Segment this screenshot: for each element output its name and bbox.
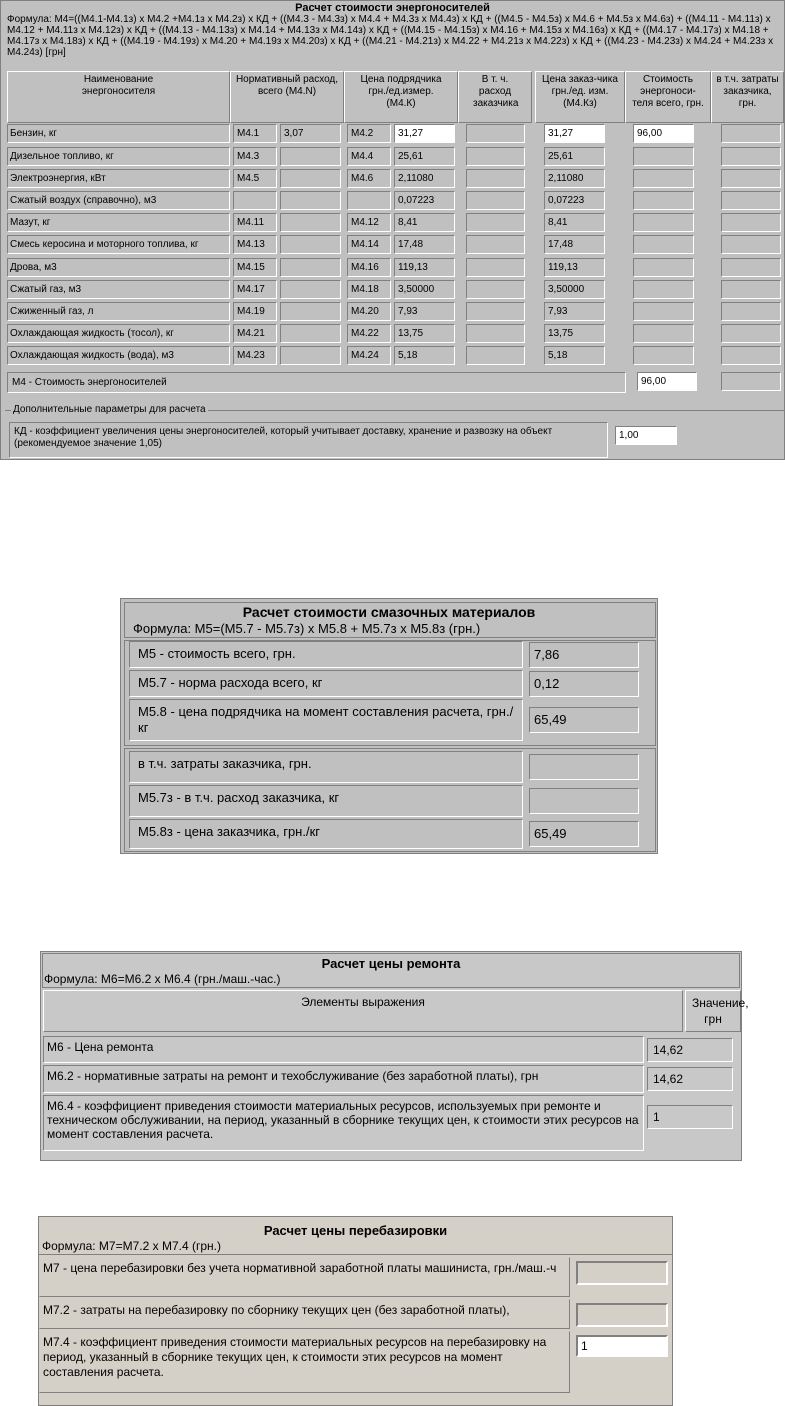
customer-consumption-input[interactable] <box>466 124 525 143</box>
customer-consumption-input[interactable] <box>466 324 525 343</box>
relocation-formula: Формула: М7=М7.2 х М7.4 (грн.) <box>42 1239 221 1253</box>
energy-row-name: Дрова, м3 <box>7 258 230 277</box>
price-code: М4.18 <box>347 280 391 299</box>
energy-row-name: Смесь керосина и моторного топлива, кг <box>7 235 230 254</box>
header-incl: В т. ч. расход заказчика <box>458 71 532 123</box>
relocation-title: Расчет цены перебазировки <box>263 1223 448 1238</box>
customer-consumption-input[interactable] <box>466 169 525 188</box>
lube-row-label: М5.8 - цена подрядчика на момент составления расчета, грн./кг <box>129 699 523 741</box>
cost-value <box>633 280 694 299</box>
header-price: Цена подрядчика грн./ед.измер. (М4.К) <box>344 71 458 123</box>
header-cost: Стоимость энергоноси-теля всего, грн. <box>625 71 711 123</box>
norm-code: М4.19 <box>233 302 277 321</box>
energy-total-value: 96,00 <box>637 372 697 391</box>
customer-price-input[interactable]: 5,18 <box>544 346 605 365</box>
norm-input[interactable] <box>280 191 341 210</box>
cost-value <box>633 258 694 277</box>
norm-input[interactable] <box>280 213 341 232</box>
relocation-row-value[interactable] <box>576 1261 668 1285</box>
customer-consumption-input[interactable] <box>466 258 525 277</box>
energy-row-name: Сжатый воздух (справочно), м3 <box>7 191 230 210</box>
customer-consumption-input[interactable] <box>466 302 525 321</box>
norm-input[interactable] <box>280 235 341 254</box>
norm-input[interactable] <box>280 258 341 277</box>
customer-cost-value <box>721 235 781 254</box>
price-code: М4.16 <box>347 258 391 277</box>
cost-value <box>633 346 694 365</box>
price-code: М4.14 <box>347 235 391 254</box>
kd-label: КД - коэффициент увеличения цены энергоносителей, который учитывает доставку, хранение и развозку на объект (рекомендуемое значение 1,05) <box>9 422 608 458</box>
repair-panel <box>40 951 749 1161</box>
price-input[interactable]: 119,13 <box>394 258 455 277</box>
energy-row-name: Мазут, кг <box>7 213 230 232</box>
lube-row-value: 65,49 <box>529 707 639 733</box>
customer-cost-value <box>721 346 781 365</box>
relocation-row-value[interactable] <box>576 1303 668 1327</box>
relocation-row-value[interactable]: 1 <box>576 1335 668 1357</box>
lube-row-label: М5.7 - норма расхода всего, кг <box>129 670 523 697</box>
header-name: Наименование энергоносителя <box>7 71 230 123</box>
norm-input[interactable] <box>280 280 341 299</box>
price-code: М4.12 <box>347 213 391 232</box>
price-input[interactable]: 3,50000 <box>394 280 455 299</box>
customer-cost-value <box>721 324 781 343</box>
energy-row-name: Электроэнергия, кВт <box>7 169 230 188</box>
customer-price-input[interactable]: 7,93 <box>544 302 605 321</box>
repair-formula: Формула: М6=М6.2 х М6.4 (грн./маш.-час.) <box>44 972 281 986</box>
customer-cost-value <box>721 169 781 188</box>
customer-cost-value <box>721 302 781 321</box>
lube-row-value: 0,12 <box>529 671 639 697</box>
price-code: М4.2 <box>347 124 391 143</box>
cost-value <box>633 235 694 254</box>
norm-code: М4.3 <box>233 147 277 166</box>
kd-input[interactable]: 1,00 <box>615 426 677 445</box>
customer-cost-value <box>721 213 781 232</box>
customer-price-input[interactable]: 31,27 <box>544 124 605 143</box>
price-code: М4.20 <box>347 302 391 321</box>
header-cost-customer: в т.ч. затраты заказчика, грн. <box>711 71 784 123</box>
energy-cost-panel <box>0 0 785 460</box>
header-cust: Цена заказ-чика грн./ед. изм. (М4.Кз) <box>535 71 625 123</box>
relocation-row-label: М7 - цена перебазировки без учета нормативной заработной платы машиниста, грн./маш.-ч <box>39 1257 570 1297</box>
relocation-row-label: М7.4 - коэффициент приведения стоимости материальных ресурсов на перебазировку на период, указанный в сборнике текущих цен, к стоимости этих ресурсов на момент составления расчета. <box>39 1331 570 1393</box>
cost-value <box>633 324 694 343</box>
relocation-panel <box>38 1216 673 1406</box>
norm-input[interactable] <box>280 302 341 321</box>
lube-row-label: М5.7з - в т.ч. расход заказчика, кг <box>129 785 523 817</box>
energy-row-name: Дизельное топливо, кг <box>7 147 230 166</box>
energy-row-name: Сжатый газ, м3 <box>7 280 230 299</box>
price-input[interactable]: 25,61 <box>394 147 455 166</box>
repair-row-value[interactable]: 1 <box>647 1105 733 1129</box>
lube-row-label: в т.ч. затраты заказчика, грн. <box>129 751 523 783</box>
norm-code <box>233 191 277 210</box>
norm-input[interactable] <box>280 346 341 365</box>
repair-title: Расчет цены ремонта <box>321 956 461 971</box>
lube-row-label: М5 - стоимость всего, грн. <box>129 641 523 668</box>
lube-row-value: 7,86 <box>529 642 639 668</box>
repair-row-value: 14,62 <box>647 1038 733 1062</box>
repair-row-value: 14,62 <box>647 1067 733 1091</box>
price-input[interactable]: 0,07223 <box>394 191 455 210</box>
price-input[interactable]: 17,48 <box>394 235 455 254</box>
repair-row-label: М6 - Цена ремонта <box>43 1036 644 1063</box>
norm-code: М4.11 <box>233 213 277 232</box>
norm-code: М4.21 <box>233 324 277 343</box>
customer-consumption-input[interactable] <box>466 346 525 365</box>
cost-value <box>633 191 694 210</box>
norm-input[interactable] <box>280 147 341 166</box>
customer-cost-value <box>721 124 781 143</box>
lubricants-panel <box>120 598 658 854</box>
price-input[interactable]: 7,93 <box>394 302 455 321</box>
customer-cost-value <box>721 280 781 299</box>
cost-value <box>633 302 694 321</box>
repair-row-label: М6.2 - нормативные затраты на ремонт и техобслуживание (без заработной платы), грн <box>43 1065 644 1093</box>
customer-cost-value <box>721 258 781 277</box>
norm-input[interactable] <box>280 169 341 188</box>
customer-price-input[interactable]: 8,41 <box>544 213 605 232</box>
cost-value <box>633 213 694 232</box>
customer-consumption-input[interactable] <box>466 280 525 299</box>
energy-row-name: Охлаждающая жидкость (тосол), кг <box>7 324 230 343</box>
norm-code: М4.15 <box>233 258 277 277</box>
price-code: М4.6 <box>347 169 391 188</box>
customer-cost-value <box>721 191 781 210</box>
cost-value <box>633 169 694 188</box>
energy-row-name: Бензин, кг <box>7 124 230 143</box>
cost-value: 96,00 <box>633 124 694 143</box>
price-input[interactable]: 2,11080 <box>394 169 455 188</box>
lube-title: Расчет стоимости смазочных материалов <box>242 604 536 620</box>
energy-formula: Формула: М4=((М4.1-М4.1з) х М4.2 +М4.1з х М4.2з) х КД + ((М4.3 - М4.3з) х М4.4 + М4.3з х М4.4з) х КД + ((М4.5 - М4.5з) х М4.6 + М4.5з х М4.6з) + ((М4.11 - М4.11з) х М4.12 + М4.11з х М4.12з) х КД + ((М4.13 - М4.13з) х М4.14 + М4.13з х М4.14з) х КД + ((М4.15 - М4.15з) х М4.16 + М4.15з х М4.16з) х КД + ((М4.17 - М4.17з) х М4.18 + М4.17з х М4.18з) х КД + ((М4.19 - М4.19з) х М4.20 + М4.19з х М4.20з) х КД + ((М4.21 - М4.21з) х М4.22 + М4.21з х М4.22з) х КД + ((М4.23 - М4.23з) х М4.24 + М4.23з х М4.24з) [грн] <box>7 14 774 58</box>
lube-row-value[interactable]: 65,49 <box>529 821 639 847</box>
price-input[interactable]: 5,18 <box>394 346 455 365</box>
relocation-row-label: М7.2 - затраты на перебазировку по сборнику текущих цен (без заработной платы), <box>39 1299 570 1329</box>
customer-price-input[interactable]: 0,07223 <box>544 191 605 210</box>
price-code: М4.24 <box>347 346 391 365</box>
lube-formula: Формула: М5=(М5.7 - М5.7з) х М5.8 + М5.7з х М5.8з (грн.) <box>133 621 481 636</box>
energy-total-customer-value <box>721 372 781 391</box>
customer-consumption-input[interactable] <box>466 235 525 254</box>
lube-row-label: М5.8з - цена заказчика, грн./кг <box>129 819 523 849</box>
customer-price-input[interactable]: 2,11080 <box>544 169 605 188</box>
price-code: М4.4 <box>347 147 391 166</box>
extra-params-legend: Дополнительные параметры для расчета <box>13 404 206 415</box>
price-input[interactable]: 13,75 <box>394 324 455 343</box>
lube-row-value[interactable] <box>529 788 639 814</box>
repair-col-elements: Элементы выражения <box>43 990 683 1032</box>
customer-price-input[interactable]: 17,48 <box>544 235 605 254</box>
price-code <box>347 191 391 210</box>
energy-title: Расчет стоимости энергоносителей <box>295 2 490 14</box>
price-code: М4.22 <box>347 324 391 343</box>
price-input[interactable]: 31,27 <box>394 124 455 143</box>
lube-row-value[interactable] <box>529 754 639 780</box>
price-input[interactable]: 8,41 <box>394 213 455 232</box>
norm-input[interactable]: 3,07 <box>280 124 341 143</box>
norm-code: М4.5 <box>233 169 277 188</box>
repair-row-label: М6.4 - коэффициент приведения стоимости материальных ресурсов, используемых при ремонте и техническом обслуживании, на период, указанный в сборнике текущих цен, к стоимости этих ресурсов на момент составления расчета. <box>43 1095 644 1151</box>
customer-price-input[interactable]: 119,13 <box>544 258 605 277</box>
customer-cost-value <box>721 147 781 166</box>
cost-value <box>633 147 694 166</box>
energy-total-label: М4 - Стоимость энергоносителей <box>7 372 626 393</box>
customer-price-input[interactable]: 25,61 <box>544 147 605 166</box>
norm-code: М4.17 <box>233 280 277 299</box>
repair-col-value: Значение, грн <box>685 990 741 1032</box>
customer-consumption-input[interactable] <box>466 147 525 166</box>
energy-row-name: Сжиженный газ, л <box>7 302 230 321</box>
norm-code: М4.23 <box>233 346 277 365</box>
norm-input[interactable] <box>280 324 341 343</box>
energy-row-name: Охлаждающая жидкость (вода), м3 <box>7 346 230 365</box>
customer-price-input[interactable]: 13,75 <box>544 324 605 343</box>
customer-price-input[interactable]: 3,50000 <box>544 280 605 299</box>
norm-code: М4.1 <box>233 124 277 143</box>
norm-code: М4.13 <box>233 235 277 254</box>
customer-consumption-input[interactable] <box>466 213 525 232</box>
header-norm: Нормативный расход, всего (М4.N) <box>230 71 344 123</box>
customer-consumption-input[interactable] <box>466 191 525 210</box>
